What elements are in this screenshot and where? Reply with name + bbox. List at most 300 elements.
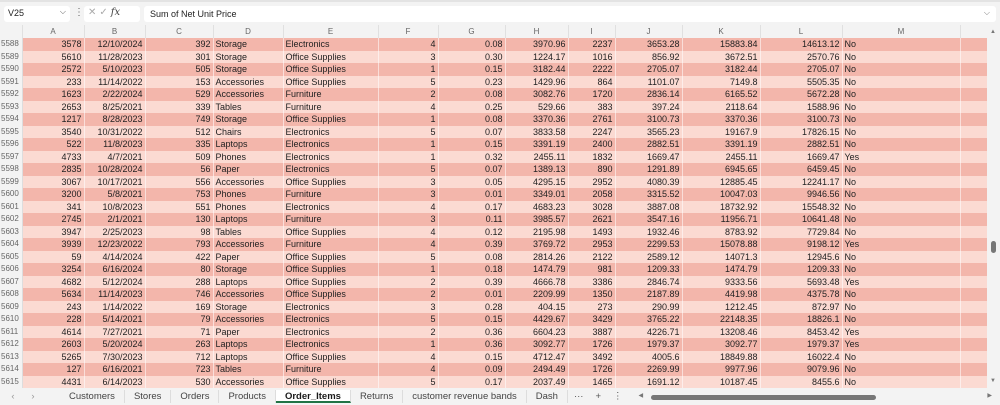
cell[interactable]: Yes <box>842 326 960 339</box>
column-header[interactable]: F <box>378 25 438 38</box>
sheet-tab[interactable]: Order_Items <box>276 390 351 403</box>
cell[interactable]: 753 <box>145 188 213 201</box>
cell[interactable]: 856.92 <box>615 51 682 64</box>
cell[interactable]: 3887.08 <box>615 201 682 214</box>
row-header[interactable]: 5601 <box>0 201 22 214</box>
cell[interactable]: 1291.89 <box>615 163 682 176</box>
cell[interactable]: 3429 <box>568 313 615 326</box>
cell[interactable]: 14613.12 <box>760 38 842 51</box>
cell[interactable] <box>960 51 987 64</box>
cell[interactable]: 4712.47 <box>505 351 568 364</box>
cell[interactable]: 98 <box>145 226 213 239</box>
cell[interactable]: 3769.72 <box>505 238 568 251</box>
row-header[interactable]: 5611 <box>0 326 22 339</box>
cell[interactable]: 3349.01 <box>505 188 568 201</box>
cell[interactable]: Office Supplies <box>283 288 378 301</box>
vertical-scrollbar[interactable] <box>987 25 1000 388</box>
horizontal-scroll-thumb[interactable] <box>651 395 876 400</box>
cell[interactable]: 2058 <box>568 188 615 201</box>
cell[interactable]: 3 <box>378 176 438 189</box>
cell[interactable]: Accessories <box>213 176 283 189</box>
cell[interactable]: 11/14/2023 <box>84 288 145 301</box>
scroll-down-icon[interactable]: ▼ <box>990 378 996 384</box>
next-sheet-icon[interactable]: › <box>31 391 35 402</box>
cell[interactable]: 1726 <box>568 338 615 351</box>
cell[interactable]: 383 <box>568 101 615 114</box>
row-header[interactable]: 5606 <box>0 263 22 276</box>
cell[interactable]: 4/14/2024 <box>84 251 145 264</box>
cell[interactable]: 1/14/2022 <box>84 301 145 314</box>
cell[interactable]: 3315.52 <box>615 188 682 201</box>
cell[interactable]: 3833.58 <box>505 126 568 139</box>
cell[interactable]: 746 <box>145 288 213 301</box>
more-sheets-icon[interactable]: ··· <box>573 391 584 402</box>
cell[interactable]: 2187.89 <box>615 288 682 301</box>
cell[interactable]: 3492 <box>568 351 615 364</box>
cell[interactable]: 13208.46 <box>682 326 760 339</box>
cell[interactable]: 1350 <box>568 288 615 301</box>
cell[interactable]: 1224.17 <box>505 51 568 64</box>
cell[interactable]: 0.36 <box>438 338 505 351</box>
cell[interactable]: Yes <box>842 151 960 164</box>
cell[interactable]: 3765.22 <box>615 313 682 326</box>
cell[interactable]: 6/16/2024 <box>84 263 145 276</box>
cell[interactable]: 7149.8 <box>682 76 760 89</box>
cell[interactable]: 0.08 <box>438 251 505 264</box>
cell[interactable]: 509 <box>145 151 213 164</box>
cell[interactable]: 1209.33 <box>615 263 682 276</box>
cell[interactable]: 5672.28 <box>760 88 842 101</box>
cell[interactable]: 723 <box>145 363 213 376</box>
cell[interactable]: Electronics <box>283 126 378 139</box>
cell[interactable]: 2/22/2024 <box>84 88 145 101</box>
cell[interactable]: 0.15 <box>438 63 505 76</box>
cell[interactable]: 2122 <box>568 251 615 264</box>
cell[interactable]: 3391.19 <box>505 138 568 151</box>
cell[interactable]: 3370.36 <box>682 113 760 126</box>
cell[interactable]: 7/30/2023 <box>84 351 145 364</box>
cell[interactable]: Office Supplies <box>283 63 378 76</box>
cell[interactable]: 4419.98 <box>682 288 760 301</box>
sheet-menu-icon[interactable]: ⋮ <box>613 391 623 402</box>
cell[interactable] <box>960 288 987 301</box>
cell[interactable]: Furniture <box>283 238 378 251</box>
cell[interactable]: 1474.79 <box>505 263 568 276</box>
cell[interactable]: 2118.64 <box>682 101 760 114</box>
cell[interactable]: 3 <box>378 188 438 201</box>
cell[interactable]: Laptops <box>213 213 283 226</box>
cell[interactable]: 1 <box>378 151 438 164</box>
cell[interactable]: 530 <box>145 376 213 389</box>
expand-formula-icon[interactable]: ⌵ <box>983 8 990 17</box>
row-header[interactable]: 5598 <box>0 163 22 176</box>
horizontal-scrollbar[interactable] <box>639 392 992 402</box>
cell[interactable]: No <box>842 288 960 301</box>
cell[interactable]: 2745 <box>22 213 84 226</box>
cell[interactable]: 341 <box>22 201 84 214</box>
cell[interactable]: 4 <box>378 101 438 114</box>
sheet-tab[interactable]: Customers <box>60 390 125 403</box>
cell[interactable]: 12241.17 <box>760 176 842 189</box>
cell[interactable]: 4 <box>378 238 438 251</box>
cell[interactable]: Office Supplies <box>283 251 378 264</box>
column-header[interactable]: M <box>842 25 960 38</box>
cell[interactable]: Accessories <box>213 376 283 389</box>
cell[interactable]: 2621 <box>568 213 615 226</box>
cell[interactable]: 5693.48 <box>760 276 842 289</box>
cell[interactable]: 1979.37 <box>760 338 842 351</box>
cell[interactable]: 288 <box>145 276 213 289</box>
cell[interactable] <box>960 263 987 276</box>
cell[interactable]: 3182.44 <box>505 63 568 76</box>
cell[interactable]: Phones <box>213 188 283 201</box>
cell[interactable]: Tables <box>213 101 283 114</box>
cell[interactable]: 1669.47 <box>760 151 842 164</box>
spreadsheet-grid[interactable] <box>0 25 988 388</box>
sheet-tab[interactable]: customer revenue bands <box>403 390 527 403</box>
cell[interactable]: 8/28/2023 <box>84 113 145 126</box>
column-header[interactable]: J <box>615 25 682 38</box>
cell[interactable]: 130 <box>145 213 213 226</box>
cell[interactable]: 0.05 <box>438 176 505 189</box>
cell[interactable]: 12945.6 <box>760 251 842 264</box>
cell[interactable]: 273 <box>568 301 615 314</box>
cell[interactable] <box>960 313 987 326</box>
row-header[interactable]: 5599 <box>0 176 22 189</box>
cell[interactable]: 3985.57 <box>505 213 568 226</box>
cell[interactable]: Storage <box>213 301 283 314</box>
cell[interactable]: 11/14/2022 <box>84 76 145 89</box>
cell[interactable]: 2494.49 <box>505 363 568 376</box>
cell[interactable]: 392 <box>145 38 213 51</box>
cell[interactable]: Electronics <box>283 301 378 314</box>
cell[interactable]: 0.08 <box>438 88 505 101</box>
cell[interactable]: 4005.6 <box>615 351 682 364</box>
cell[interactable] <box>960 88 987 101</box>
cell[interactable]: 59 <box>22 251 84 264</box>
cell[interactable]: 2455.11 <box>505 151 568 164</box>
cell[interactable]: 4 <box>378 201 438 214</box>
cell[interactable]: 5/12/2024 <box>84 276 145 289</box>
cell[interactable]: 551 <box>145 201 213 214</box>
cell[interactable]: 4429.67 <box>505 313 568 326</box>
cell[interactable] <box>960 151 987 164</box>
cell[interactable]: 5/10/2023 <box>84 63 145 76</box>
cell[interactable]: 3092.77 <box>505 338 568 351</box>
cell[interactable]: 18732.92 <box>682 201 760 214</box>
cell[interactable]: 8453.42 <box>760 326 842 339</box>
cell[interactable]: 2814.26 <box>505 251 568 264</box>
cell[interactable]: 10/28/2024 <box>84 163 145 176</box>
cell[interactable]: 4 <box>378 363 438 376</box>
cell[interactable]: 2 <box>378 288 438 301</box>
cell[interactable]: 3028 <box>568 201 615 214</box>
cell[interactable]: 712 <box>145 351 213 364</box>
cell[interactable]: 1726 <box>568 363 615 376</box>
cell[interactable]: No <box>842 301 960 314</box>
cancel-icon[interactable]: ✕ <box>88 7 100 18</box>
cell[interactable]: 1101.07 <box>615 76 682 89</box>
cell[interactable]: 9333.56 <box>682 276 760 289</box>
cell[interactable] <box>960 276 987 289</box>
cell[interactable]: 4375.78 <box>760 288 842 301</box>
cell[interactable] <box>960 113 987 126</box>
cell[interactable]: Laptops <box>213 338 283 351</box>
cell[interactable]: 4226.71 <box>615 326 682 339</box>
cell[interactable]: 12/23/2022 <box>84 238 145 251</box>
cell[interactable]: 56 <box>145 163 213 176</box>
cell[interactable]: 9079.96 <box>760 363 842 376</box>
cell[interactable]: 4 <box>378 38 438 51</box>
cell[interactable]: 3067 <box>22 176 84 189</box>
cell[interactable]: 1429.96 <box>505 76 568 89</box>
cell[interactable]: No <box>842 213 960 226</box>
cell[interactable]: 8/25/2021 <box>84 101 145 114</box>
row-header[interactable]: 5602 <box>0 213 22 226</box>
cell[interactable]: 2 <box>378 326 438 339</box>
cell[interactable]: 263 <box>145 338 213 351</box>
cell[interactable]: 18849.88 <box>682 351 760 364</box>
cell[interactable]: 2455.11 <box>682 151 760 164</box>
cell[interactable]: 2572 <box>22 63 84 76</box>
cell[interactable]: 10/17/2021 <box>84 176 145 189</box>
row-header[interactable]: 5592 <box>0 88 22 101</box>
cell[interactable]: No <box>842 63 960 76</box>
cell[interactable]: Electronics <box>283 326 378 339</box>
cell[interactable]: Electronics <box>283 313 378 326</box>
cell[interactable]: 4431 <box>22 376 84 389</box>
formula-input[interactable] <box>144 6 996 22</box>
cell[interactable] <box>960 176 987 189</box>
cell[interactable]: No <box>842 76 960 89</box>
cell[interactable] <box>960 101 987 114</box>
cell[interactable]: Paper <box>213 163 283 176</box>
cell[interactable]: 749 <box>145 113 213 126</box>
cell[interactable]: 3182.44 <box>682 63 760 76</box>
cell[interactable]: Electronics <box>283 138 378 151</box>
cell[interactable]: 1 <box>378 338 438 351</box>
cell[interactable]: Tables <box>213 363 283 376</box>
cell[interactable]: 981 <box>568 263 615 276</box>
cell[interactable]: 0.07 <box>438 126 505 139</box>
cell[interactable]: Accessories <box>213 76 283 89</box>
cell[interactable]: 2/1/2021 <box>84 213 145 226</box>
cell[interactable]: 5 <box>378 251 438 264</box>
cell[interactable]: 0.17 <box>438 201 505 214</box>
cell[interactable]: 4080.39 <box>615 176 682 189</box>
cell[interactable]: No <box>842 38 960 51</box>
cell[interactable]: Office Supplies <box>283 76 378 89</box>
cell[interactable]: No <box>842 176 960 189</box>
cell[interactable]: Electronics <box>283 163 378 176</box>
cell[interactable]: 11956.71 <box>682 213 760 226</box>
row-header[interactable]: 5609 <box>0 301 22 314</box>
cell[interactable]: 5610 <box>22 51 84 64</box>
column-header[interactable]: H <box>505 25 568 38</box>
cell[interactable]: 15078.88 <box>682 238 760 251</box>
cell[interactable] <box>960 238 987 251</box>
cell[interactable]: 335 <box>145 138 213 151</box>
cell[interactable]: 3200 <box>22 188 84 201</box>
cell[interactable]: 3391.19 <box>682 138 760 151</box>
cell[interactable]: Furniture <box>283 363 378 376</box>
cell[interactable]: 793 <box>145 238 213 251</box>
cell[interactable]: 0.01 <box>438 288 505 301</box>
cell[interactable]: 1209.33 <box>760 263 842 276</box>
row-header[interactable]: 5590 <box>0 63 22 76</box>
cell[interactable]: 11/8/2023 <box>84 138 145 151</box>
sheet-tab[interactable]: Returns <box>351 390 403 403</box>
row-header[interactable]: 5597 <box>0 151 22 164</box>
cell[interactable]: 3565.23 <box>615 126 682 139</box>
cell[interactable]: 1389.13 <box>505 163 568 176</box>
cell[interactable]: 3947 <box>22 226 84 239</box>
row-header[interactable]: 5614 <box>0 363 22 376</box>
scroll-up-icon[interactable]: ▲ <box>990 29 996 35</box>
cell[interactable]: 3100.73 <box>615 113 682 126</box>
cell[interactable]: 0.01 <box>438 188 505 201</box>
chevron-down-icon[interactable]: ⌵ <box>59 7 66 16</box>
column-header[interactable]: C <box>145 25 213 38</box>
cell[interactable]: Yes <box>842 276 960 289</box>
row-header[interactable]: 5603 <box>0 226 22 239</box>
cell[interactable]: 1669.47 <box>615 151 682 164</box>
cell[interactable]: 3092.77 <box>682 338 760 351</box>
cell[interactable]: 4 <box>378 226 438 239</box>
cell[interactable]: 6459.45 <box>760 163 842 176</box>
column-header[interactable]: A <box>22 25 84 38</box>
cell[interactable]: No <box>842 51 960 64</box>
cell[interactable]: Phones <box>213 151 283 164</box>
cell[interactable]: 3 <box>378 213 438 226</box>
cell[interactable]: 3578 <box>22 38 84 51</box>
cell[interactable]: 0.07 <box>438 163 505 176</box>
column-header[interactable]: E <box>283 25 378 38</box>
cell[interactable]: Furniture <box>283 101 378 114</box>
cell[interactable]: 6604.23 <box>505 326 568 339</box>
cell[interactable]: 6945.65 <box>682 163 760 176</box>
cell[interactable]: Storage <box>213 263 283 276</box>
cell[interactable]: Yes <box>842 338 960 351</box>
cell[interactable]: 0.18 <box>438 263 505 276</box>
cell[interactable]: 0.17 <box>438 376 505 389</box>
cell[interactable]: 5 <box>378 76 438 89</box>
cell[interactable]: 404.15 <box>505 301 568 314</box>
cell[interactable]: 1979.37 <box>615 338 682 351</box>
cell[interactable]: 17826.15 <box>760 126 842 139</box>
row-header[interactable]: 5594 <box>0 113 22 126</box>
cell[interactable] <box>960 376 987 389</box>
cell[interactable]: 2835 <box>22 163 84 176</box>
sheet-tab[interactable]: Stores <box>125 390 171 403</box>
cell[interactable]: Office Supplies <box>283 113 378 126</box>
cell[interactable]: 1 <box>378 113 438 126</box>
cell[interactable]: 6/14/2023 <box>84 376 145 389</box>
cell[interactable]: 4683.23 <box>505 201 568 214</box>
cell[interactable]: 556 <box>145 176 213 189</box>
cell[interactable]: 2952 <box>568 176 615 189</box>
cell[interactable]: 890 <box>568 163 615 176</box>
cell[interactable]: 5 <box>378 163 438 176</box>
row-header[interactable]: 5605 <box>0 251 22 264</box>
insert-function-icon[interactable]: fx <box>110 7 121 18</box>
cell[interactable] <box>960 63 987 76</box>
cell[interactable]: 3100.73 <box>760 113 842 126</box>
cell[interactable]: 1623 <box>22 88 84 101</box>
cell[interactable]: 4733 <box>22 151 84 164</box>
cell[interactable]: 5/20/2024 <box>84 338 145 351</box>
row-header[interactable]: 5615 <box>0 376 22 389</box>
cell[interactable]: 243 <box>22 301 84 314</box>
cell[interactable]: 233 <box>22 76 84 89</box>
cell[interactable]: 15883.84 <box>682 38 760 51</box>
cell[interactable]: Electronics <box>283 38 378 51</box>
cell[interactable]: Storage <box>213 51 283 64</box>
cell[interactable]: 3547.16 <box>615 213 682 226</box>
cell[interactable]: No <box>842 313 960 326</box>
cell[interactable]: No <box>842 226 960 239</box>
cell[interactable]: Paper <box>213 326 283 339</box>
cell[interactable]: 10641.48 <box>760 213 842 226</box>
cell[interactable]: 127 <box>22 363 84 376</box>
cell[interactable]: 4295.15 <box>505 176 568 189</box>
cell[interactable]: 3939 <box>22 238 84 251</box>
cell[interactable]: 3 <box>378 51 438 64</box>
row-header[interactable]: 5588 <box>0 38 22 51</box>
cell[interactable]: 0.08 <box>438 38 505 51</box>
cell[interactable]: 3887 <box>568 326 615 339</box>
cell[interactable]: Storage <box>213 63 283 76</box>
cell[interactable]: 872.97 <box>760 301 842 314</box>
cell[interactable]: 0.12 <box>438 226 505 239</box>
cell[interactable] <box>960 38 987 51</box>
cell[interactable]: 2/25/2023 <box>84 226 145 239</box>
cell[interactable]: 3082.76 <box>505 88 568 101</box>
cell[interactable]: 2882.51 <box>615 138 682 151</box>
cell[interactable]: 6/16/2021 <box>84 363 145 376</box>
cell[interactable]: No <box>842 138 960 151</box>
cell[interactable]: Storage <box>213 38 283 51</box>
cell[interactable]: 0.23 <box>438 76 505 89</box>
cell[interactable]: 3370.36 <box>505 113 568 126</box>
cell[interactable]: 301 <box>145 51 213 64</box>
cell[interactable]: Furniture <box>283 88 378 101</box>
cell[interactable]: 2237 <box>568 38 615 51</box>
cell[interactable]: Electronics <box>283 151 378 164</box>
cell[interactable]: 79 <box>145 313 213 326</box>
cell[interactable]: 2209.99 <box>505 288 568 301</box>
cell[interactable]: 5 <box>378 313 438 326</box>
cell[interactable]: Accessories <box>213 238 283 251</box>
cell[interactable]: 529.66 <box>505 101 568 114</box>
cell[interactable]: 14071.3 <box>682 251 760 264</box>
cell[interactable]: 16022.4 <box>760 351 842 364</box>
row-header[interactable]: 5589 <box>0 51 22 64</box>
cell[interactable]: 2761 <box>568 113 615 126</box>
cell[interactable]: 0.25 <box>438 101 505 114</box>
cell[interactable]: 3386 <box>568 276 615 289</box>
cell[interactable]: Furniture <box>283 188 378 201</box>
cell[interactable]: 3653.28 <box>615 38 682 51</box>
column-header[interactable]: L <box>760 25 842 38</box>
cell[interactable]: 2653 <box>22 101 84 114</box>
cell[interactable] <box>960 226 987 239</box>
cell[interactable] <box>960 188 987 201</box>
cell[interactable] <box>960 163 987 176</box>
cell[interactable]: 0.15 <box>438 351 505 364</box>
cell[interactable]: 3970.96 <box>505 38 568 51</box>
cell[interactable]: 1016 <box>568 51 615 64</box>
